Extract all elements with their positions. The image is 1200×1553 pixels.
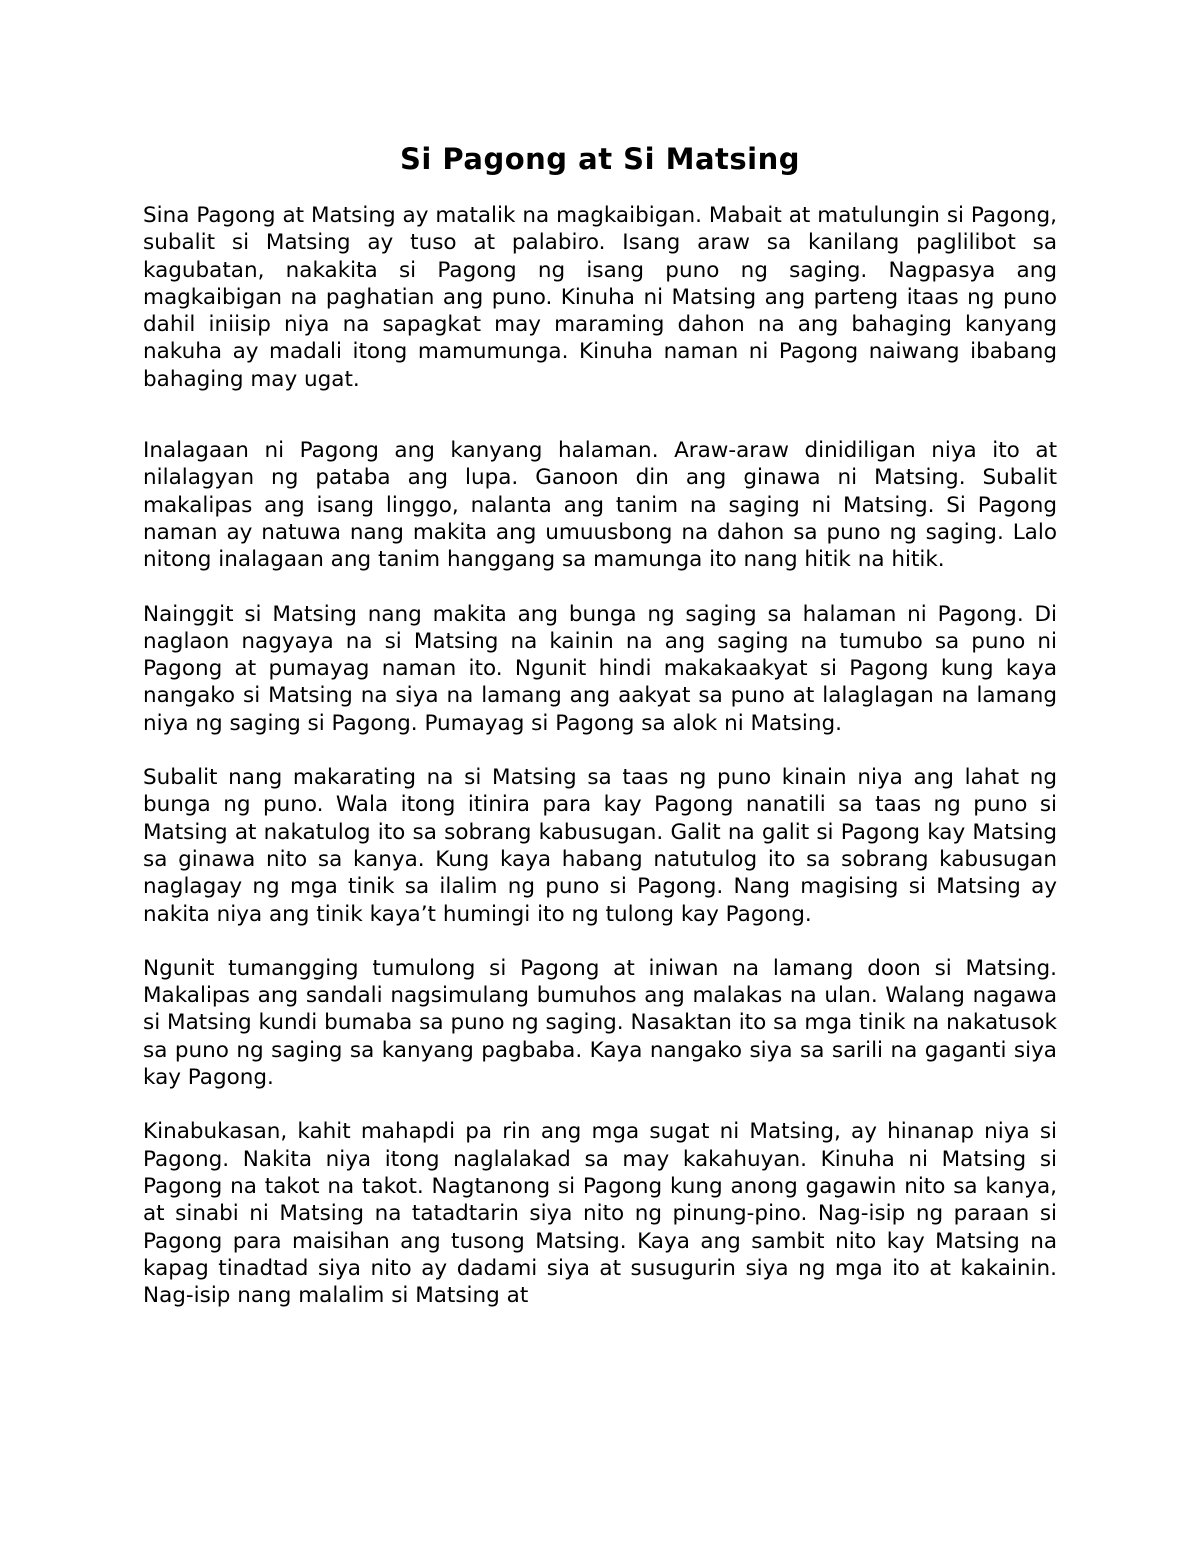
paragraph-spacer	[143, 737, 1057, 764]
paragraph-1: Sina Pagong at Matsing ay matalik na magkaibigan. Mabait at matulungin si Pagong, subalit si Matsing ay tuso at palabiro. Isang araw sa kanilang paglilibot sa kagubatan, nakakita si Pagong ng isang puno ng saging. Nagpasya ang magkaibigan na paghatian ang puno. Kinuha ni Matsing ang parteng itaas ng puno dahil iniisip niya na sapagkat may maraming dahon na ang bahaging kanyang nakuha ay madali itong mamumunga. Kinuha naman ni Pagong naiwang ibabang bahaging may ugat.	[143, 203, 1057, 392]
paragraph-5: Ngunit tumangging tumulong si Pagong at iniwan na lamang doon si Matsing. Makalipas ang sandali nagsimulang bumuhos ang malakas na ulan. Walang nagawa si Matsing kundi bumaba sa puno ng saging. Nasaktan ito sa mga tinik na nakatusok sa puno ng saging sa kanyang pagbaba. Kaya nangako siya sa sarili na gaganti siya kay Pagong.	[143, 955, 1057, 1091]
paragraph-6: Kinabukasan, kahit mahapdi pa rin ang mga sugat ni Matsing, ay hinanap niya si Pagong. Nakita niya itong naglalakad sa may kakahuyan. Kinuha ni Matsing si Pagong na takot na takot. Nagtanong si Pagong kung anong gagawin nito sa kanya, at sinabi ni Matsing na tatadtarin siya nito ng pinung-pino. Nag-isip ng paraan si Pagong para maisihan ang tusong Matsing. Kaya ang sambit nito kay Matsing na kapag tinadtad siya nito ay dadami siya at susugurin siya ng mga ito at kakainin. Nag-isip nang malalim si Matsing at	[143, 1119, 1057, 1309]
paragraph-4: Subalit nang makarating na si Matsing sa taas ng puno kinain niya ang lahat ng bunga ng puno. Wala itong itinira para kay Pagong nanatili sa taas ng puno si Matsing at nakatulog ito sa sobrang kabusugan. Galit na galit si Pagong kay Matsing sa ginawa nito sa kanya. Kung kaya habang natutulog ito sa sobrang kabusugan naglagay ng mga tinik sa ilalim ng puno si Pagong. Nang magising si Matsing ay nakita niya ang tinik kaya’t humingi ito ng tulong kay Pagong.	[143, 765, 1057, 927]
paragraph-2: Inalagaan ni Pagong ang kanyang halaman. Araw-araw dinidiligan niya ito at nilalagyan ng pataba ang lupa. Ganoon din ang ginawa ni Matsing. Subalit makalipas ang isang linggo, nalanta ang tanim na saging ni Matsing. Si Pagong naman ay natuwa nang makita ang umuusbong na dahon sa puno ng saging. Lalo nitong inalagaan ang tanim hanggang sa mamunga ito nang hitik na hitik.	[143, 438, 1057, 573]
story-body	[143, 202, 1057, 1309]
paragraph-3: Nainggit si Matsing nang makita ang bunga ng saging sa halaman ni Pagong. Di naglaon nagyaya na si Matsing na kainin na ang saging na tumubo sa puno ni Pagong at pumayag naman ito. Ngunit hindi makakaakyat si Pagong kung kaya nangako si Matsing na siya na lamang ang aakyat sa puno at lalaglagan na lamang niya ng saging si Pagong. Pumayag si Pagong sa alok ni Matsing.	[143, 601, 1057, 736]
paragraph-spacer	[143, 928, 1057, 955]
paragraph-spacer	[143, 393, 1057, 437]
paragraph-spacer	[143, 574, 1057, 601]
page-title: Si Pagong at Si Matsing	[400, 142, 800, 176]
paragraph-spacer	[143, 1091, 1057, 1118]
